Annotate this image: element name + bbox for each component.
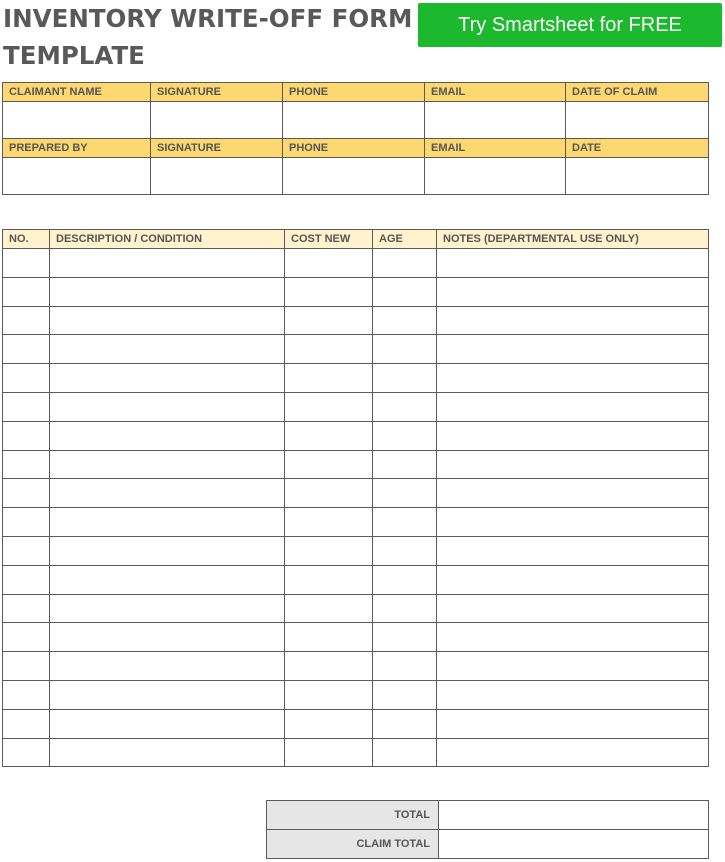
item-description-cell[interactable] bbox=[50, 421, 285, 450]
item-no-cell[interactable] bbox=[3, 421, 50, 450]
item-no-cell[interactable] bbox=[3, 277, 50, 306]
item-age-cell[interactable] bbox=[373, 594, 437, 623]
header-signature-2: SIGNATURE bbox=[151, 139, 283, 158]
item-description-cell[interactable] bbox=[50, 392, 285, 421]
item-notes-cell[interactable] bbox=[437, 479, 709, 508]
table-row bbox=[3, 652, 709, 681]
item-notes-cell[interactable] bbox=[437, 536, 709, 565]
table-row bbox=[3, 450, 709, 479]
item-description-cell[interactable] bbox=[50, 306, 285, 335]
item-description-cell[interactable] bbox=[50, 738, 285, 767]
header-phone-2: PHONE bbox=[283, 139, 425, 158]
item-no-cell[interactable] bbox=[3, 652, 50, 681]
table-row bbox=[3, 306, 709, 335]
item-description-cell[interactable] bbox=[50, 335, 285, 364]
item-cost-new-cell[interactable] bbox=[285, 450, 373, 479]
table-row bbox=[3, 364, 709, 393]
claim-total-value-field[interactable] bbox=[439, 830, 709, 859]
item-description-cell[interactable] bbox=[50, 450, 285, 479]
preparer-signature-field[interactable] bbox=[151, 158, 283, 195]
item-cost-new-cell[interactable] bbox=[285, 335, 373, 364]
totals-table bbox=[266, 800, 709, 859]
prepared-date-field[interactable] bbox=[566, 158, 709, 195]
claimant-header-row bbox=[3, 83, 709, 102]
item-notes-cell[interactable] bbox=[437, 450, 709, 479]
claimant-signature-field[interactable] bbox=[151, 102, 283, 139]
item-no-cell[interactable] bbox=[3, 392, 50, 421]
claimant-name-field[interactable] bbox=[3, 102, 151, 139]
item-age-cell[interactable] bbox=[373, 392, 437, 421]
item-cost-new-cell[interactable] bbox=[285, 421, 373, 450]
item-notes-cell[interactable] bbox=[437, 335, 709, 364]
item-age-cell[interactable] bbox=[373, 421, 437, 450]
item-cost-new-cell[interactable] bbox=[285, 594, 373, 623]
claimant-email-field[interactable] bbox=[425, 102, 566, 139]
table-row bbox=[3, 249, 709, 278]
prepared-input-row bbox=[3, 158, 709, 195]
table-row bbox=[3, 738, 709, 767]
claim-total-label: CLAIM TOTAL bbox=[267, 830, 439, 859]
item-age-cell[interactable] bbox=[373, 709, 437, 738]
item-description-cell[interactable] bbox=[50, 277, 285, 306]
item-cost-new-cell[interactable] bbox=[285, 680, 373, 709]
item-cost-new-cell[interactable] bbox=[285, 565, 373, 594]
item-description-cell[interactable] bbox=[50, 709, 285, 738]
item-age-cell[interactable] bbox=[373, 680, 437, 709]
table-row bbox=[3, 594, 709, 623]
item-age-cell[interactable] bbox=[373, 652, 437, 681]
try-smartsheet-button[interactable]: Try Smartsheet for FREE bbox=[418, 3, 722, 47]
items-header-row bbox=[3, 230, 709, 249]
table-row bbox=[3, 565, 709, 594]
table-row bbox=[3, 709, 709, 738]
item-no-cell[interactable] bbox=[3, 450, 50, 479]
item-notes-cell[interactable] bbox=[437, 277, 709, 306]
header-cost-new: COST NEW bbox=[285, 230, 373, 249]
item-description-cell[interactable] bbox=[50, 364, 285, 393]
item-notes-cell[interactable] bbox=[437, 508, 709, 537]
item-age-cell[interactable] bbox=[373, 364, 437, 393]
item-notes-cell[interactable] bbox=[437, 738, 709, 767]
table-row bbox=[3, 421, 709, 450]
table-row bbox=[3, 623, 709, 652]
prepared-by-field[interactable] bbox=[3, 158, 151, 195]
item-description-cell[interactable] bbox=[50, 508, 285, 537]
header-date: DATE bbox=[566, 139, 709, 158]
item-notes-cell[interactable] bbox=[437, 652, 709, 681]
item-cost-new-cell[interactable] bbox=[285, 364, 373, 393]
item-age-cell[interactable] bbox=[373, 277, 437, 306]
item-no-cell[interactable] bbox=[3, 680, 50, 709]
item-notes-cell[interactable] bbox=[437, 709, 709, 738]
table-row bbox=[3, 508, 709, 537]
item-cost-new-cell[interactable] bbox=[285, 249, 373, 278]
item-cost-new-cell[interactable] bbox=[285, 508, 373, 537]
item-notes-cell[interactable] bbox=[437, 421, 709, 450]
item-no-cell[interactable] bbox=[3, 306, 50, 335]
item-no-cell[interactable] bbox=[3, 335, 50, 364]
item-description-cell[interactable] bbox=[50, 680, 285, 709]
item-age-cell[interactable] bbox=[373, 565, 437, 594]
header-date-of-claim: DATE OF CLAIM bbox=[566, 83, 709, 102]
preparer-email-field[interactable] bbox=[425, 158, 566, 195]
header-no: NO. bbox=[3, 230, 50, 249]
item-notes-cell[interactable] bbox=[437, 680, 709, 709]
header-prepared-by: PREPARED BY bbox=[3, 139, 151, 158]
header-email-2: EMAIL bbox=[425, 139, 566, 158]
item-no-cell[interactable] bbox=[3, 508, 50, 537]
item-cost-new-cell[interactable] bbox=[285, 479, 373, 508]
item-age-cell[interactable] bbox=[373, 479, 437, 508]
item-description-cell[interactable] bbox=[50, 594, 285, 623]
table-row bbox=[3, 536, 709, 565]
item-no-cell[interactable] bbox=[3, 709, 50, 738]
item-no-cell[interactable] bbox=[3, 565, 50, 594]
item-age-cell[interactable] bbox=[373, 536, 437, 565]
item-no-cell[interactable] bbox=[3, 479, 50, 508]
item-cost-new-cell[interactable] bbox=[285, 623, 373, 652]
table-row bbox=[3, 680, 709, 709]
table-row bbox=[3, 277, 709, 306]
item-no-cell[interactable] bbox=[3, 536, 50, 565]
items-table bbox=[2, 229, 709, 767]
page-title: INVENTORY WRITE-OFF FORM TEMPLATE bbox=[3, 4, 413, 70]
item-cost-new-cell[interactable] bbox=[285, 652, 373, 681]
claimant-info-table bbox=[2, 82, 709, 195]
header-notes: NOTES (DEPARTMENTAL USE ONLY) bbox=[437, 230, 709, 249]
item-description-cell[interactable] bbox=[50, 536, 285, 565]
total-row bbox=[267, 801, 709, 830]
claim-total-row bbox=[267, 830, 709, 859]
claimant-input-row bbox=[3, 102, 709, 139]
item-no-cell[interactable] bbox=[3, 623, 50, 652]
item-cost-new-cell[interactable] bbox=[285, 709, 373, 738]
item-description-cell[interactable] bbox=[50, 623, 285, 652]
item-cost-new-cell[interactable] bbox=[285, 392, 373, 421]
item-notes-cell[interactable] bbox=[437, 306, 709, 335]
total-label: TOTAL bbox=[267, 801, 439, 830]
item-cost-new-cell[interactable] bbox=[285, 738, 373, 767]
item-notes-cell[interactable] bbox=[437, 392, 709, 421]
header-email: EMAIL bbox=[425, 83, 566, 102]
item-age-cell[interactable] bbox=[373, 738, 437, 767]
item-cost-new-cell[interactable] bbox=[285, 277, 373, 306]
date-of-claim-field[interactable] bbox=[566, 102, 709, 139]
header-phone: PHONE bbox=[283, 83, 425, 102]
item-age-cell[interactable] bbox=[373, 335, 437, 364]
item-age-cell[interactable] bbox=[373, 450, 437, 479]
item-description-cell[interactable] bbox=[50, 249, 285, 278]
header-signature: SIGNATURE bbox=[151, 83, 283, 102]
item-notes-cell[interactable] bbox=[437, 249, 709, 278]
item-cost-new-cell[interactable] bbox=[285, 536, 373, 565]
total-value-field[interactable] bbox=[439, 801, 709, 830]
table-row bbox=[3, 335, 709, 364]
item-description-cell[interactable] bbox=[50, 479, 285, 508]
item-description-cell[interactable] bbox=[50, 565, 285, 594]
item-notes-cell[interactable] bbox=[437, 623, 709, 652]
claimant-phone-field[interactable] bbox=[283, 102, 425, 139]
table-row bbox=[3, 479, 709, 508]
item-no-cell[interactable] bbox=[3, 738, 50, 767]
item-no-cell[interactable] bbox=[3, 594, 50, 623]
item-no-cell[interactable] bbox=[3, 249, 50, 278]
item-no-cell[interactable] bbox=[3, 364, 50, 393]
prepared-header-row bbox=[3, 139, 709, 158]
item-age-cell[interactable] bbox=[373, 249, 437, 278]
header-age: AGE bbox=[373, 230, 437, 249]
item-description-cell[interactable] bbox=[50, 652, 285, 681]
item-age-cell[interactable] bbox=[373, 623, 437, 652]
header-description: DESCRIPTION / CONDITION bbox=[50, 230, 285, 249]
preparer-phone-field[interactable] bbox=[283, 158, 425, 195]
table-row bbox=[3, 392, 709, 421]
item-age-cell[interactable] bbox=[373, 508, 437, 537]
item-cost-new-cell[interactable] bbox=[285, 306, 373, 335]
item-notes-cell[interactable] bbox=[437, 565, 709, 594]
item-notes-cell[interactable] bbox=[437, 594, 709, 623]
header-claimant-name: CLAIMANT NAME bbox=[3, 83, 151, 102]
item-age-cell[interactable] bbox=[373, 306, 437, 335]
item-notes-cell[interactable] bbox=[437, 364, 709, 393]
